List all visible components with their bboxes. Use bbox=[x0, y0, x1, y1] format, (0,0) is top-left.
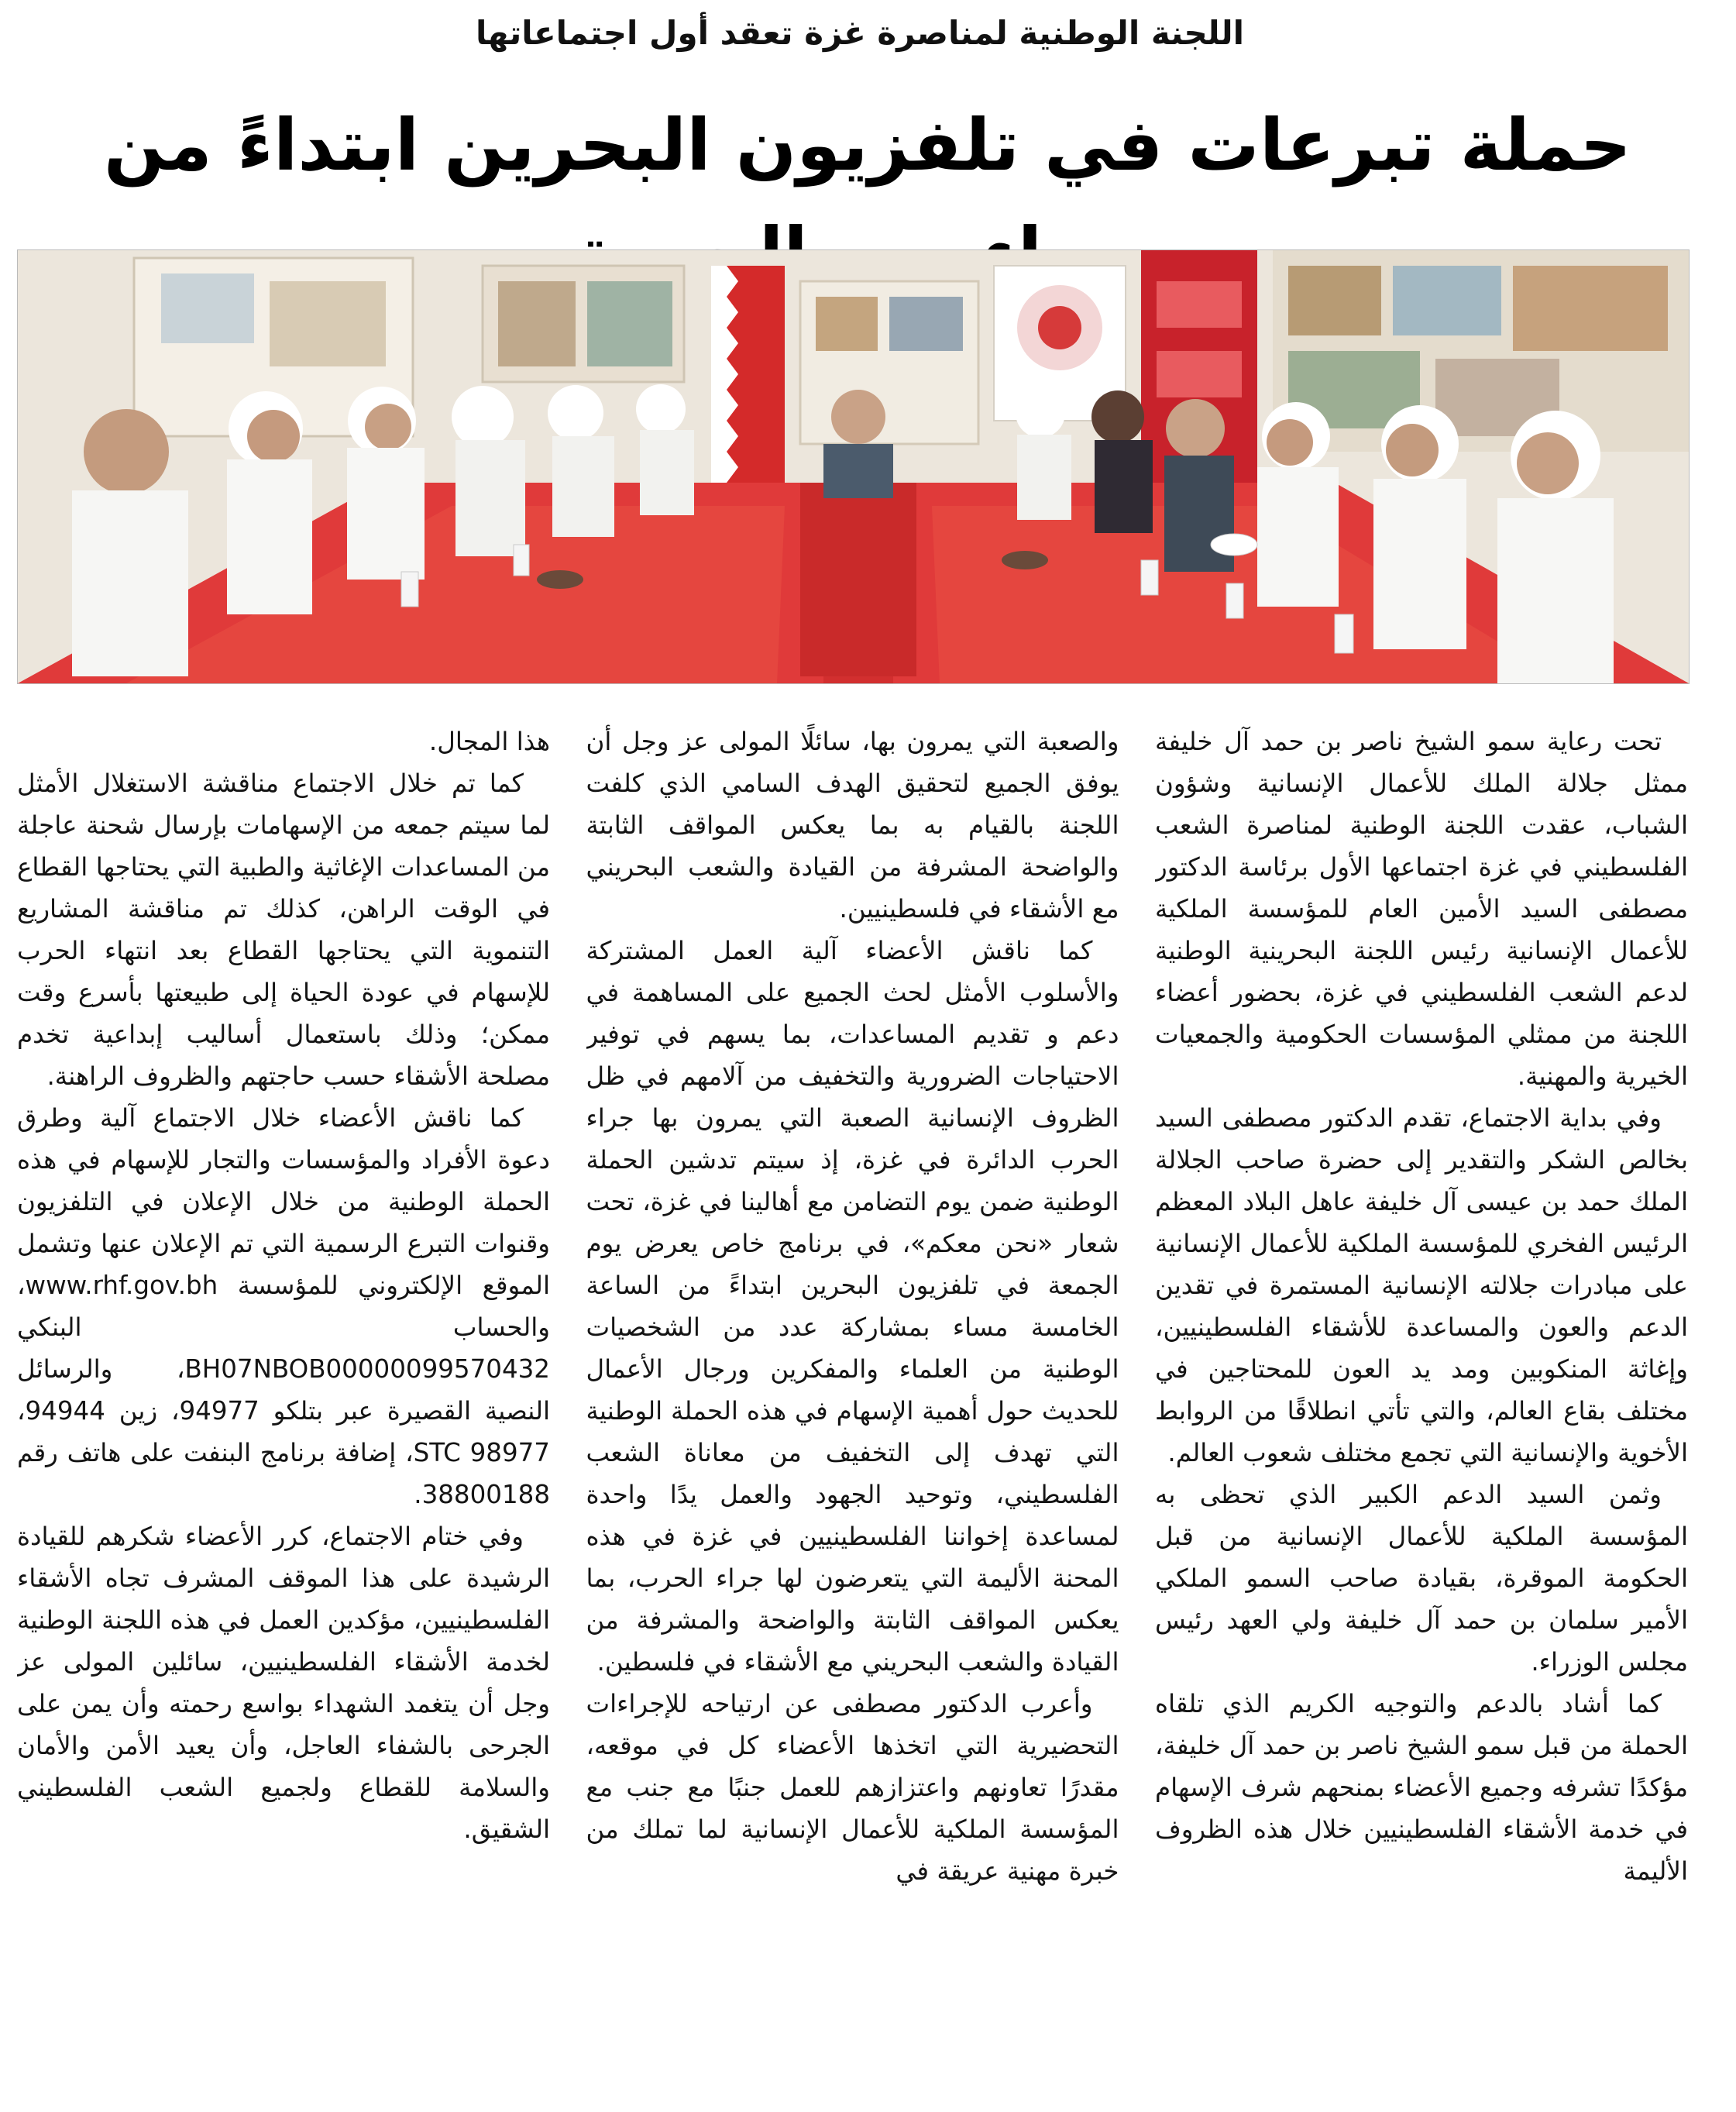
article-column-left bbox=[17, 721, 550, 2097]
meeting-photo bbox=[17, 249, 1690, 684]
article-headline: حملة تبرعات في تلفزيون البحرين ابتداءً من bbox=[104, 104, 1631, 187]
paragraph: وفي بداية الاجتماع، تقدم الدكتور مصطفى السيد بخالص الشكر والتقدير إلى حضرة صاحب الجلالة الملك حمد بن عيسى آل خليفة عاهل البلاد المعظم الرئيس الفخري للمؤسسة الملكية للأعمال الإنسانية على مبادرات جلالته الإنسانية المستمرة في تقدين الدعم والعون والمساعدة للأشقاء الفلسطينيين، وإغاثة المنكوبين ومد يد العون للمحتاجين في مختلف بقاع العالم، والتي تأتي انطلاقًا من الروابط الأخوية والإنسانية التي تجمع مختلف شعوب العالم. bbox=[1155, 1103, 1688, 1467]
paragraph: وثمن السيد الدعم الكبير الذي تحظى به المؤسسة الملكية للأعمال الإنسانية من قبل الحكومة الموقرة، بقيادة صاحب السمو الملكي الأمير سلمان بن حمد آل خليفة ولي العهد رئيس مجلس الوزراء. bbox=[1155, 1480, 1688, 1677]
paragraph: هذا المجال. bbox=[428, 727, 550, 756]
paragraph: وفي ختام الاجتماع، كرر الأعضاء شكرهم للقيادة الرشيدة على هذا الموقف المشرف تجاه الأشقاء الفلسطينيين، مؤكدين العمل في هذه اللجنة الوطنية لخدمة الأشقاء الفلسطينيين، سائلين المولى عز وجل أن يتغمد الشهداء بواسع رحمته وأن يمن على الجرحى بالشفاء العاجل، وأن يعيد الأمن والأمان والسلامة للقطاع ولجميع الشعب الفلسطيني الشقيق. bbox=[17, 1522, 550, 1844]
article-column-right bbox=[1155, 721, 1688, 2097]
paragraph: كما ناقش الأعضاء خلال الاجتماع آلية وطرق دعوة الأفراد والمؤسسات والتجار للإسهام في هذه الحملة الوطنية من خلال الإعلان في التلفزيون وقنوات التبرع الرسمية التي تم الإعلان عنها وتشمل الموقع الإلكتروني للمؤسسة www.rhf.gov.bh، والحساب البنكي BH07NBOB00000099570432، والرسائل النصية القصيرة عبر بتلكو 94977، زين 94944، STC 98977، إضافة برنامج البنفت على هاتف رقم 38800188. bbox=[17, 1103, 550, 1509]
paragraph: كما تم خلال الاجتماع مناقشة الاستغلال الأمثل لما سيتم جمعه من الإسهامات بإرسال شحنة عاجلة من المساعدات الإغاثية والطبية التي يحتاجها القطاع في الوقت الراهن، كذلك تم مناقشة المشاريع التنموية التي يحتاجها القطاع بعد انتهاء الحرب للإسهام في عودة الحياة إلى طبيعتها بأسرع وقت ممكن؛ وذلك باستعمال أساليب إبداعية تخدم مصلحة الأشقاء حسب حاجتهم والظروف الراهنة. bbox=[17, 769, 550, 1091]
paragraph: تحت رعاية سمو الشيخ ناصر بن حمد آل خليفة ممثل جلالة الملك للأعمال الإنسانية وشؤون الشباب، عقدت اللجنة الوطنية لمناصرة الشعب الفلسطيني في غزة اجتماعها الأول برئاسة الدكتور مصطفى السيد الأمين العام للمؤسسة الملكية للأعمال الإنسانية رئيس اللجنة البحرينية الوطنية لدعم الشعب الفلسطيني في غزة، بحضور أعضاء اللجنة من ممثلي المؤسسات الحكومية والجمعيات الخيرية والمهنية. bbox=[1155, 727, 1688, 1091]
paragraph: كما أشاد بالدعم والتوجيه الكريم الذي تلقاه الحملة من قبل سمو الشيخ ناصر بن حمد آل خليفة، مؤكدًا تشرفه وجميع الأعضاء بمنحهم شرف الإسهام في خدمة الأشقاء الفلسطينيين خلال هذه الظروف الأليمة bbox=[1155, 1689, 1688, 1886]
article-column-middle bbox=[586, 721, 1119, 2097]
article-kicker: اللجنة الوطنية لمناصرة غزة تعقد أول اجتماعاتها bbox=[475, 14, 1245, 52]
meeting-photo-illustration bbox=[18, 250, 1689, 683]
paragraph: كما ناقش الأعضاء آلية العمل المشتركة والأسلوب الأمثل لحث الجميع على المساهمة في دعم و تقديم المساعدات، بما يسهم في توفير الاحتياجات الضرورية والتخفيف من آلامهم في ظل الظروف الإنسانية الصعبة التي يمرون بها جراء الحرب الدائرة في غزة، إذ سيتم تدشين الحملة الوطنية ضمن يوم التضامن مع أهالينا في غزة، تحت شعار «نحن معكم»، في برنامج خاص يعرض يوم الجمعة في تلفزيون البحرين ابتداءً من الساعة الخامسة مساء بمشاركة عدد من الشخصيات الوطنية من العلماء والمفكرين ورجال الأعمال للحديث حول أهمية الإسهام في هذه الحملة الوطنية التي تهدف إلى التخفيف من معاناة الشعب الفلسطيني، وتوحيد الجهود والعمل يدًا واحدة لمساعدة إخواننا الفلسطينيين في غزة في هذه المحنة الأليمة التي يتعرضون لها جراء الحرب، بما يعكس المواقف الثابتة والواضحة والمشرفة من القيادة والشعب البحريني مع الأشقاء في فلسطين. bbox=[586, 936, 1119, 1677]
paragraph: وأعرب الدكتور مصطفى عن ارتياحه للإجراءات التحضيرية التي اتخذها الأعضاء كل في موقعه، مقدرًا تعاونهم واعتزازهم للعمل جنبًا مع جنب مع المؤسسة الملكية للأعمال الإنسانية لما تملك من خبرة مهنية عريقة في bbox=[586, 1689, 1119, 1886]
paragraph: والصعبة التي يمرون بها، سائلًا المولى عز وجل أن يوفق الجميع لتحقيق الهدف السامي الذي كلفت اللجنة بالقيام به بما يعكس المواقف الثابتة والواضحة المشرفة من القيادة والشعب البحريني مع الأشقاء في فلسطينيين. bbox=[586, 727, 1119, 924]
article-body bbox=[17, 721, 1688, 2097]
